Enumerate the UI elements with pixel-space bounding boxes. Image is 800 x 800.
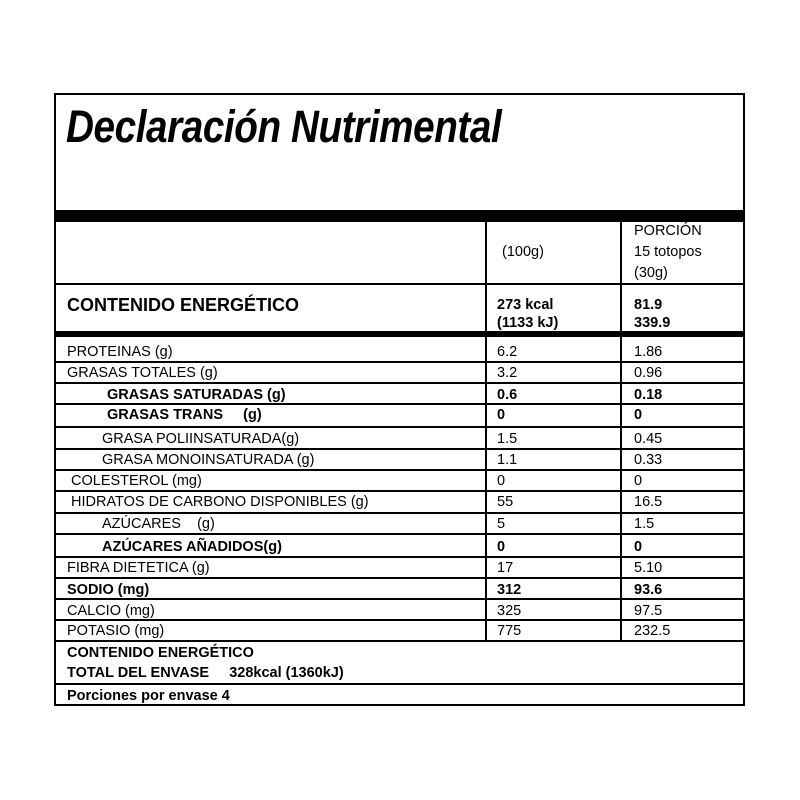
header-portion-grams: (30g): [634, 265, 668, 281]
row-divider: [56, 556, 743, 558]
label-title: Declaración Nutrimental: [66, 101, 502, 152]
row-divider: [56, 426, 743, 428]
column-separator-100g: [485, 222, 487, 642]
row-portion: 1.5: [634, 516, 655, 532]
row-divider: [56, 403, 743, 405]
row-label: HIDRATOS DE CARBONO DISPONIBLES (g): [71, 494, 369, 510]
row-portion: 0.18: [634, 387, 663, 403]
row-label: GRASAS TRANS (g): [107, 407, 262, 423]
row-portion: 0.96: [634, 365, 663, 381]
row-portion: 0.33: [634, 452, 663, 468]
row-label: PROTEINAS (g): [67, 344, 173, 360]
row-100g: 1.5: [497, 431, 518, 447]
energy-portion-kj: 339.9: [634, 315, 671, 331]
row-100g: 6.2: [497, 344, 518, 360]
row-divider: [56, 382, 743, 384]
row-divider: [56, 469, 743, 471]
header-100g: (100g): [502, 244, 544, 260]
row-portion: 0: [634, 407, 643, 423]
row-portion: 1.86: [634, 344, 663, 360]
nutrition-label: [54, 93, 745, 706]
portions-per-package: Porciones por envase 4: [67, 688, 230, 704]
row-divider: [56, 598, 743, 600]
row-portion: 97.5: [634, 603, 663, 619]
row-divider: [56, 490, 743, 492]
energy-portion-kcal: 81.9: [634, 297, 663, 313]
row-divider: [56, 577, 743, 579]
row-divider: [56, 361, 743, 363]
row-100g: 325: [497, 603, 522, 619]
row-label: POTASIO (mg): [67, 623, 165, 639]
row-label: AZÚCARES (g): [102, 516, 215, 532]
row-divider: [56, 448, 743, 450]
row-100g: 55: [497, 494, 514, 510]
row-100g: 775: [497, 623, 522, 639]
total-energy-heading: CONTENIDO ENERGÉTICO: [67, 645, 254, 661]
row-label: GRASAS SATURADAS (g): [107, 387, 286, 403]
row-label: FIBRA DIETETICA (g): [67, 560, 210, 576]
column-separator-portion: [620, 222, 622, 642]
energy-100g-kj: (1133 kJ): [497, 315, 559, 331]
energy-divider: [56, 331, 743, 337]
row-100g: 5: [497, 516, 506, 532]
header-portion-size: 15 totopos: [634, 244, 702, 260]
title-divider: [56, 210, 743, 222]
row-label: GRASAS TOTALES (g): [67, 365, 218, 381]
energy-100g-kcal: 273 kcal: [497, 297, 554, 313]
row-100g: 1.1: [497, 452, 518, 468]
row-portion: 0: [634, 473, 643, 489]
row-portion: 0.45: [634, 431, 663, 447]
row-portion: 5.10: [634, 560, 663, 576]
energy-label: CONTENIDO ENERGÉTICO: [67, 295, 300, 315]
row-100g: 0: [497, 407, 506, 423]
row-portion: 16.5: [634, 494, 663, 510]
row-label: GRASA MONOINSATURADA (g): [102, 452, 315, 468]
row-100g: 312: [497, 582, 522, 598]
row-portion: 93.6: [634, 582, 663, 598]
row-divider: [56, 619, 743, 621]
header-divider: [56, 283, 743, 285]
total-energy-value: TOTAL DEL ENVASE 328kcal (1360kJ): [67, 665, 344, 681]
row-portion: 0: [634, 539, 643, 555]
row-label: GRASA POLIINSATURADA(g): [102, 431, 300, 447]
row-label: SODIO (mg): [67, 582, 150, 598]
header-portion-title: PORCIÓN: [634, 223, 702, 239]
row-divider: [56, 533, 743, 535]
row-divider: [56, 512, 743, 514]
row-100g: 0: [497, 539, 506, 555]
row-label: AZÚCARES AÑADIDOS(g): [102, 539, 282, 555]
table-bottom-divider: [56, 640, 743, 642]
row-100g: 3.2: [497, 365, 518, 381]
row-label: CALCIO (mg): [67, 603, 155, 619]
row-100g: 0: [497, 473, 506, 489]
footer-divider: [56, 683, 743, 685]
row-100g: 0.6: [497, 387, 518, 403]
row-label: COLESTEROL (mg): [71, 473, 202, 489]
row-portion: 232.5: [634, 623, 671, 639]
row-100g: 17: [497, 560, 514, 576]
